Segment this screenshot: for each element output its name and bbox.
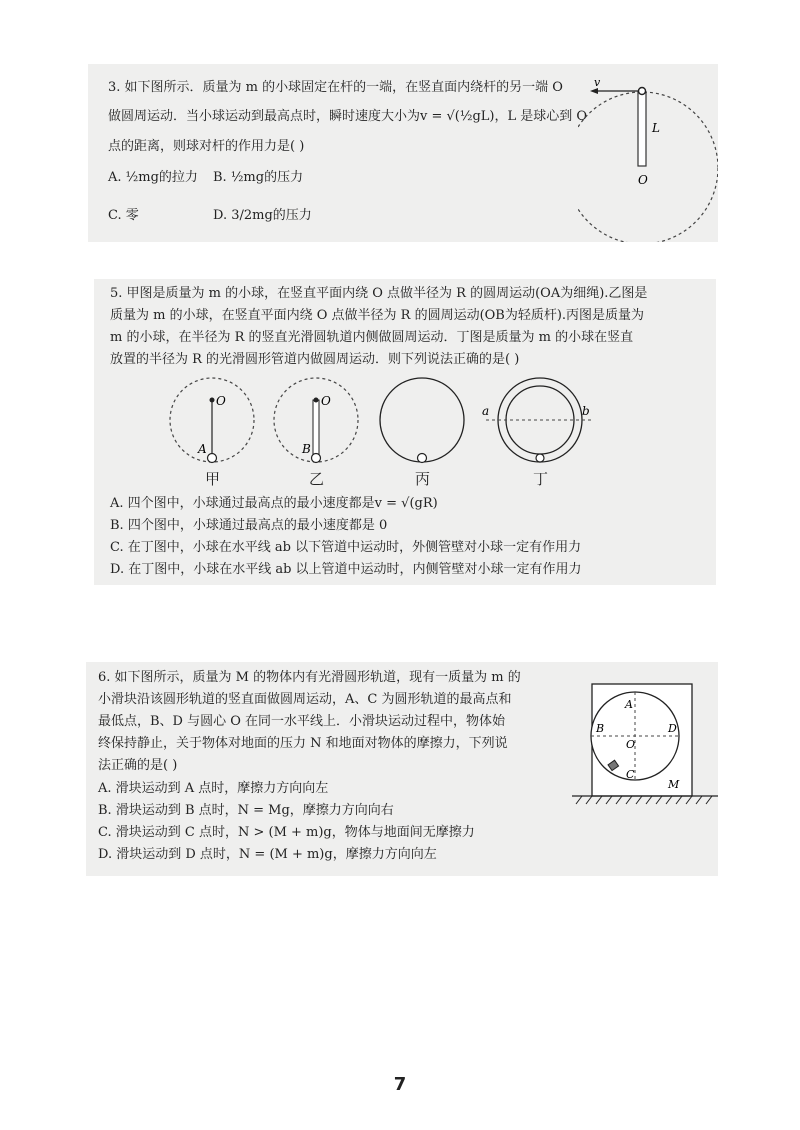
q5-option-c[interactable]: C. 在丁图中，小球在水平线 ab 以下管道中运动时，外侧管壁对小球一定有作用力 — [110, 540, 582, 555]
q3-length-label: L — [652, 121, 660, 135]
q5-jia-A-label: A — [198, 442, 207, 456]
q6-option-b[interactable]: B. 滑块运动到 B 点时，N = Mg，摩擦力方向向右 — [98, 803, 394, 818]
q6-B-label: B — [596, 722, 605, 735]
q3-option-b[interactable]: B. ½mg的压力 — [213, 170, 304, 185]
q6-line-4: 终保持静止，关于物体对地面的压力 N 和地面对物体的摩擦力，下列说 — [98, 736, 508, 751]
q6-line-3: 最低点，B、D 与圆心 O 在同一水平线上．小滑块运动过程中，物体始 — [98, 714, 506, 729]
q5-ding-a-label: a — [482, 404, 490, 418]
q3-rod-circle-figure — [578, 64, 718, 242]
q6-D-label: D — [668, 722, 677, 735]
q6-line-2: 小滑块沿该圆形轨道的竖直面做圆周运动，A、C 为圆形轨道的最高点和 — [98, 692, 512, 707]
q3-velocity-label: v — [594, 76, 601, 89]
q5-yi-O-label: O — [321, 394, 331, 408]
q6-O-label: O — [626, 738, 636, 751]
q3-line-2: 做圆周运动．当小球运动到最高点时，瞬时速度大小为v = √(½gL)，L 是球心到 O — [108, 109, 588, 124]
question-5-panel — [94, 279, 716, 585]
q5-option-a[interactable]: A. 四个图中，小球通过最高点的最小速度都是v = √(gR) — [110, 496, 438, 511]
q6-option-a[interactable]: A. 滑块运动到 A 点时，摩擦力方向向左 — [98, 781, 329, 796]
q5-caption-bing: 丙 — [415, 470, 431, 488]
q6-line-1: 6. 如下图所示，质量为 M 的物体内有光滑圆形轨道，现有一质量为 m 的 — [98, 670, 521, 685]
q6-M-label: M — [668, 778, 680, 791]
q3-option-c[interactable]: C. 零 — [108, 208, 139, 223]
q5-four-circles-figure — [94, 373, 716, 503]
q5-line-2: 质量为 m 的小球，在竖直平面内绕 O 点做半径为 R 的圆周运动(OB为轻质杆).丙图是质量为 — [110, 308, 645, 323]
q5-ding-b-label: b — [582, 404, 590, 418]
q5-yi-B-label: B — [302, 442, 311, 456]
page-number: 7 — [393, 1074, 407, 1095]
question-3-panel — [88, 64, 718, 242]
q6-option-c[interactable]: C. 滑块运动到 C 点时，N > (M + m)g，物体与地面间无摩擦力 — [98, 825, 475, 840]
q5-caption-jia: 甲 — [205, 470, 221, 488]
q5-line-4: 放置的半径为 R 的光滑圆形管道内做圆周运动．则下列说法正确的是( ) — [110, 352, 520, 367]
q5-option-d[interactable]: D. 在丁图中，小球在水平线 ab 以上管道中运动时，内侧管壁对小球一定有作用力 — [110, 562, 582, 577]
q5-line-3: m 的小球，在半径为 R 的竖直光滑圆轨道内侧做圆周运动．丁图是质量为 m 的小球在竖直 — [110, 330, 634, 345]
q5-jia-O-label: O — [216, 394, 226, 408]
q5-line-1: 5. 甲图是质量为 m 的小球，在竖直平面内绕 O 点做半径为 R 的圆周运动(OA为细绳).乙图是 — [110, 286, 648, 301]
q5-option-b[interactable]: B. 四个图中，小球通过最高点的最小速度都是 0 — [110, 518, 388, 533]
q6-C-label: C — [626, 768, 635, 781]
q3-option-d[interactable]: D. 3/2mg的压力 — [213, 208, 312, 223]
q6-option-d[interactable]: D. 滑块运动到 D 点时，N = (M + m)g，摩擦力方向向左 — [98, 847, 437, 862]
q6-A-label: A — [625, 698, 633, 711]
question-6-panel — [86, 662, 718, 876]
q5-caption-ding: 丁 — [533, 470, 549, 488]
q3-line-3: 点的距离，则球对杆的作用力是( ) — [108, 139, 305, 154]
q5-caption-yi: 乙 — [309, 470, 325, 488]
q3-option-a[interactable]: A. ½mg的拉力 — [108, 170, 198, 185]
q3-center-label: O — [638, 173, 648, 187]
q6-line-5: 法正确的是( ) — [98, 758, 178, 773]
q3-line-1: 3. 如下图所示．质量为 m 的小球固定在杆的一端，在竖直面内绕杆的另一端 O — [108, 80, 563, 95]
q6-block-track-figure — [570, 678, 720, 818]
